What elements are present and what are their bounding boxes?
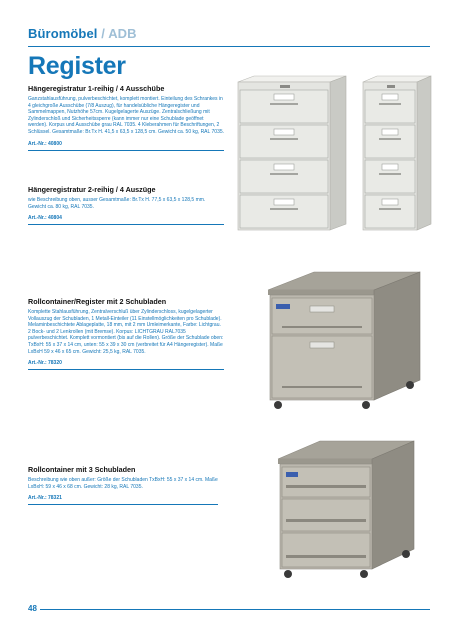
mobile-container-3-drawers-image: [272, 437, 420, 585]
section-divider: [28, 369, 224, 370]
mobile-container-2-drawers-image: [262, 268, 426, 416]
product-section: [28, 84, 224, 151]
product-section: [28, 185, 224, 225]
page-number: 48: [28, 604, 37, 613]
filing-cabinet-wide-image: [230, 74, 350, 234]
footer-rule: [40, 609, 430, 610]
section-divider: [28, 504, 218, 505]
product-title: Hängeregistratur 1-reihig / 4 Ausschübe: [28, 84, 165, 93]
product-section: [28, 465, 218, 505]
product-description: Beschreibung wie oben außer: Größe der Schubladen TxBxH: 55 x 37 x 14 cm. Maße LxBxH: 59 x 46 x 68 cm. Gewicht: 28 kg, RAL 7035.: [28, 477, 218, 490]
product-title: Rollcontainer/Register mit 2 Schubladen: [28, 297, 167, 306]
header-separator: /: [101, 26, 105, 41]
product-description: Komplette Stahlausführung, Zentralverschluß über Zylinderschloss, kugelgelagerter Vollauszug der Schubladen, 1 Metall-Einteiler (11 Einstellmöglichkeiten pro Schublade). Melaminbeschichtete Ablageplatte, 18 mm, mit 2 mm Umleimerkante, Farbe: Lichtgrau. 2 Bock- und 2 Lenkrollen (mit Bremse). Korpus: LICHTGRAU RAL7035 pulverbeschichtet. Komplett vormontiert (bis auf die Rollen). Größe der Schublade oben: TxBxH: 55 x 37 x 14 cm, unten: 55 x 39 x 30 cm (verbreitet für A4 Hängeregister). Maße LxBxH 59 x 46 x 65 cm. Gewicht: 25,5 kg, RAL 7035.: [28, 309, 224, 355]
page-title: Register: [28, 52, 126, 80]
section-divider: [28, 150, 224, 151]
product-description: Ganzstahlausführung, pulverbeschichtet, komplett montiert. Einteilung des Schrankes in 4 gleichgroße Ausschübe (7/8 Auszug), für handelsübliche Hängeregister und Sammelmappen, Nutzhöhe 57cm. Kugelgelagerte Auszüge. Zentralschließung mit Zylinderschloß und Sicherheitssperre (kann immer nur eine Schublade geöffnet werden). Korpus und Ausschübe grau RAL 7035. 4 Kleberahmen für Beschriftungen, 2 Schlüssel. Gesamtmaße: Br.Tx H. 41,5 x 63,5 x 128,5 cm. Gewicht ca. 50 kg, RAL 7035.: [28, 96, 225, 135]
section-divider: [28, 224, 224, 225]
product-article-number: Art.-Nr.: 40804: [28, 215, 62, 222]
product-description: wie Beschreibung oben, ausser Gesamtmaße: Br.Tx H. 77,5 x 63,5 x 128,5 mm. Gewicht ca. 80 kg, RAL 7035.: [28, 197, 206, 210]
product-article-number: Art.-Nr.: 40800: [28, 140, 62, 147]
header-brand: ADB: [108, 26, 137, 41]
product-article-number: Art.-Nr.: 78321: [28, 495, 62, 502]
product-title: Hängeregistratur 2-reihig / 4 Auszüge: [28, 185, 156, 194]
header-category: Büromöbel: [28, 26, 98, 41]
filing-cabinet-narrow-image: [357, 74, 435, 234]
product-section: [28, 297, 224, 370]
page-header: [28, 26, 137, 41]
header-rule: [28, 46, 430, 47]
product-article-number: Art.-Nr.: 78320: [28, 360, 62, 367]
product-title: Rollcontainer mit 3 Schubladen: [28, 465, 136, 474]
